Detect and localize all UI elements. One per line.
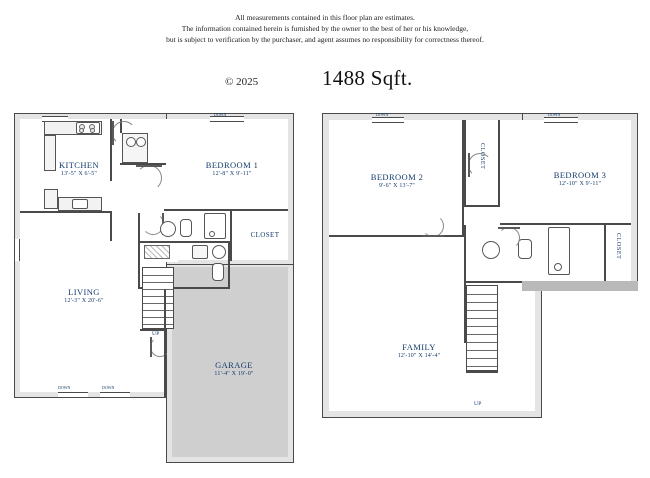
bedroom1-dim: 12'-8" X 9'-11" <box>212 170 252 177</box>
bath-sink-f2 <box>482 241 500 259</box>
window-living-left <box>14 239 20 261</box>
kitchen-base-cabinet <box>44 189 58 209</box>
copyright-text: © 2025 <box>225 76 259 88</box>
burner-icon-3 <box>79 128 84 133</box>
room-label-family <box>364 343 474 360</box>
window-living-bottom <box>58 392 88 398</box>
burner-icon-4 <box>90 128 95 133</box>
down-label-f2-top2: DOWN <box>548 112 561 117</box>
family-dim: 12'-10" X 14'-4" <box>397 352 441 359</box>
disclaimer-block <box>0 12 650 45</box>
bedroom2-name: BEDROOM 2 <box>370 172 424 182</box>
window-bedroom3-top <box>544 117 578 123</box>
bedroom3-name: BEDROOM 3 <box>553 170 607 180</box>
wall-stair-f2-bottom <box>466 371 498 373</box>
staircase-first-floor <box>142 267 174 329</box>
door-arc-hall-1 <box>136 165 162 191</box>
stair-up-label-f1: UP <box>152 331 160 337</box>
wall-closet-r-left <box>604 225 606 283</box>
second-floor-plan <box>322 113 638 423</box>
down-label-bottom-1: DOWN <box>58 385 71 390</box>
wall-bath-top <box>164 209 174 211</box>
door-arc-closet-left <box>468 153 492 177</box>
disclaimer-line-1: All measurements contained in this floor plan are estimates. <box>235 13 415 22</box>
stair-up-label-f2: UP <box>474 401 482 407</box>
door-leaf-bedroom2 <box>422 235 444 237</box>
window-living-bottom-2 <box>100 392 130 398</box>
bathtub <box>204 213 226 239</box>
kitchen-sink <box>72 199 88 209</box>
disclaimer-line-3: but is subject to verification by the purchaser, and agent assumes no responsibility for correctness thereof. <box>166 35 484 44</box>
down-label-f2-top: DOWN <box>376 112 389 117</box>
wall-living-garage <box>164 289 166 398</box>
door-leaf-bath-f2 <box>498 227 520 229</box>
wall-bath-f2-left <box>464 225 466 283</box>
tub-drain-icon-f2 <box>554 263 562 271</box>
door-arc-garage <box>150 337 170 357</box>
room-label-closet-f1 <box>238 231 292 239</box>
wall-hall-left <box>110 211 112 241</box>
closet-f2-left-label: CLOSET <box>479 143 486 170</box>
dryer-icon <box>136 137 146 147</box>
garage-dim: 11'-4" X 19'-0" <box>214 370 254 377</box>
wall-bath-bottom <box>138 241 230 243</box>
down-label-bottom-2: DOWN <box>102 385 115 390</box>
l-shape-ledge <box>522 281 638 291</box>
second-floor-interior-left <box>329 120 535 411</box>
closet-f2-right-label: CLOSET <box>615 233 622 260</box>
garage-name: GARAGE <box>215 360 253 370</box>
room-label-living <box>44 288 124 305</box>
wall-util-right <box>228 243 230 289</box>
toilet-f2 <box>518 239 532 259</box>
door-leaf-garage <box>150 337 152 357</box>
water-heater <box>192 245 208 259</box>
wall-closet-left <box>230 211 232 261</box>
closet-f1-name: CLOSET <box>250 231 280 239</box>
total-area-title: 1488 Sqft. <box>322 66 413 90</box>
wall-bedroom3-bottom <box>500 223 631 225</box>
tub-drain-icon <box>209 231 215 237</box>
wall-stair-bottom <box>140 329 166 331</box>
room-label-kitchen <box>44 161 114 178</box>
wall-kitchen-bottom <box>20 211 112 213</box>
door-leaf-closet-left <box>468 153 470 177</box>
room-label-bedroom3 <box>530 171 630 188</box>
door-leaf-hall-1 <box>136 165 162 167</box>
toilet-2 <box>212 263 224 281</box>
wall-util-left <box>138 243 140 289</box>
disclaimer-line-2: The information contained herein is furnished by the owner to the best of her or his knowledge, <box>181 24 469 33</box>
wall-bath-left <box>138 213 140 243</box>
bath-sink-2 <box>212 245 226 259</box>
bath-sink-1 <box>160 221 176 237</box>
living-dim: 12'-3" X 20'-6" <box>64 297 104 304</box>
wall-closet-l-bottom <box>464 205 500 207</box>
door-arc-kitchen <box>112 121 136 145</box>
living-name: LIVING <box>68 287 100 297</box>
room-label-garage <box>192 361 276 378</box>
hvac-unit <box>144 245 170 259</box>
room-label-bedroom1 <box>186 161 278 178</box>
door-arc-bedroom2 <box>422 215 444 237</box>
door-leaf-kitchen <box>112 121 114 145</box>
bedroom1-name: BEDROOM 1 <box>205 160 259 170</box>
kitchen-dim: 13'-5" X 6'-5" <box>60 170 98 177</box>
wall-closet-l-right <box>498 120 500 206</box>
toilet-1 <box>180 219 192 237</box>
wall-closet-l-left <box>464 120 466 206</box>
door-arc-bath-f2 <box>498 227 520 249</box>
first-floor-plan <box>14 113 294 463</box>
bedroom3-dim: 12'-10" X 9'-11" <box>558 180 602 187</box>
kitchen-name: KITCHEN <box>58 160 100 170</box>
bedroom2-dim: 9'-6" X 13'-7" <box>378 182 416 189</box>
down-label-top: DOWN <box>214 112 227 117</box>
family-name: FAMILY <box>402 342 436 352</box>
room-label-bedroom2 <box>342 173 452 190</box>
window-bedroom2-top <box>372 117 404 123</box>
